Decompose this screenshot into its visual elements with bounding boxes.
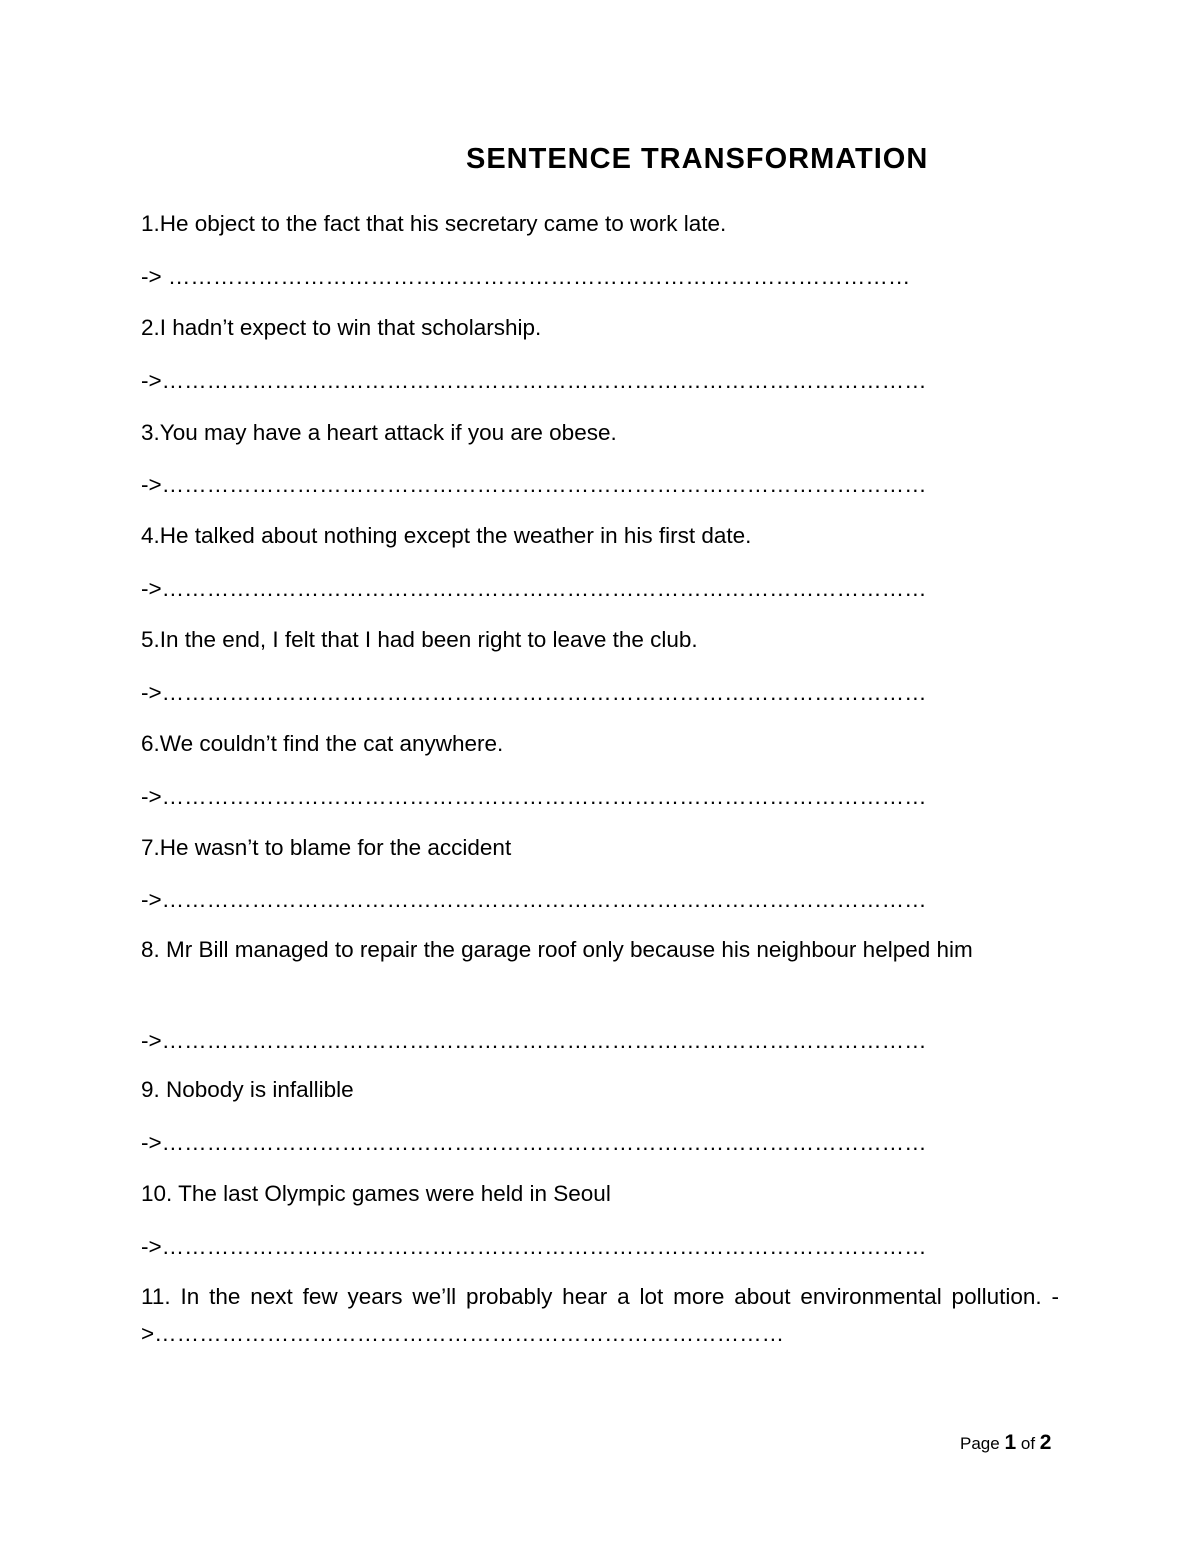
- question-8: 8. Mr Bill managed to repair the garage roof only because his neighbour helped him: [141, 937, 973, 962]
- of-label: of: [1020, 1434, 1036, 1453]
- answer-blank-1: -> ………………………………………………………………………………………: [141, 264, 911, 289]
- answer-blank-4: ->…………………………………………………………………………………………: [141, 576, 927, 601]
- page-number: [960, 1431, 1051, 1455]
- answer-blank-9: ->…………………………………………………………………………………………: [141, 1130, 927, 1155]
- answer-blank-11: ->…………………………………………………………………………: [141, 1284, 1059, 1346]
- question-1: 1.He object to the fact that his secretary came to work late.: [141, 211, 727, 236]
- total-pages: 2: [1039, 1431, 1052, 1454]
- question-11-text: 11. In the next few years we’ll probably hear a lot more about environmental pollution.: [141, 1284, 1042, 1309]
- question-5: 5.In the end, I felt that I had been right to leave the club.: [141, 627, 698, 652]
- question-6: 6.We couldn’t find the cat anywhere.: [141, 731, 504, 756]
- current-page: 1: [1004, 1431, 1017, 1454]
- answer-blank-3: ->…………………………………………………………………………………………: [141, 472, 927, 497]
- page-title: SENTENCE TRANSFORMATION: [466, 143, 929, 175]
- answer-blank-8: ->…………………………………………………………………………………………: [141, 1028, 927, 1053]
- question-10: 10. The last Olympic games were held in Seoul: [141, 1181, 611, 1206]
- question-4: 4.He talked about nothing except the weather in his first date.: [141, 523, 752, 548]
- question-11: [141, 1278, 1059, 1352]
- page-label: Page: [960, 1434, 1000, 1453]
- answer-blank-5: ->…………………………………………………………………………………………: [141, 680, 927, 705]
- question-2: 2.I hadn’t expect to win that scholarship.: [141, 315, 542, 340]
- answer-blank-7: ->…………………………………………………………………………………………: [141, 887, 927, 912]
- question-9: 9. Nobody is infallible: [141, 1077, 354, 1102]
- question-7: 7.He wasn’t to blame for the accident: [141, 835, 512, 860]
- answer-blank-6: ->…………………………………………………………………………………………: [141, 784, 927, 809]
- answer-blank-2: ->…………………………………………………………………………………………: [141, 368, 927, 393]
- answer-blank-10: ->…………………………………………………………………………………………: [141, 1234, 927, 1259]
- question-3: 3.You may have a heart attack if you are obese.: [141, 420, 617, 445]
